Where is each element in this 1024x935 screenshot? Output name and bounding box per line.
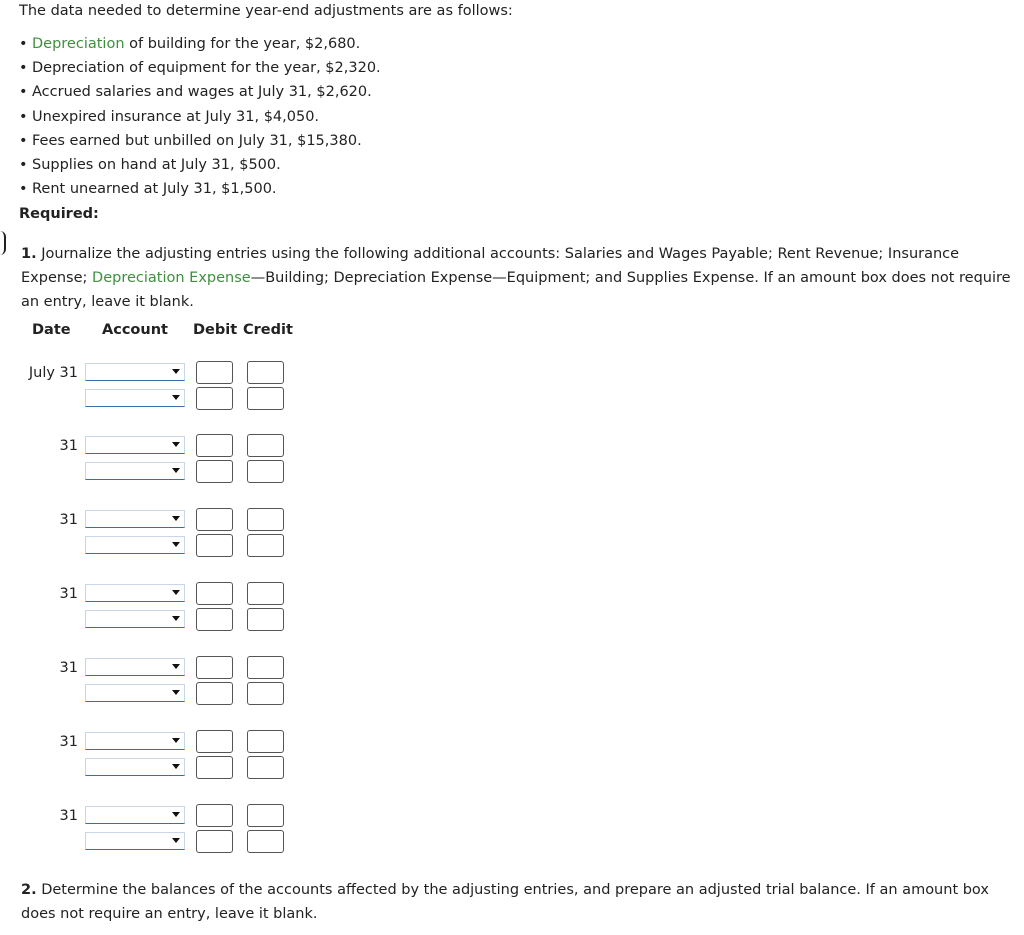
credit-input[interactable] [247,730,284,753]
chevron-down-icon [172,690,180,695]
account-select[interactable] [85,832,185,850]
chevron-down-icon [172,516,180,521]
list-item-text: of building for the year, $2,680. [124,36,361,52]
date-header: Date [32,322,71,338]
debit-input[interactable] [196,730,233,753]
part-1-text-b: —Building; Depreciation Expense—Equipment; and Supplies Expense. If an amount box does not require an entry, leave it blank. [21,270,1011,310]
credit-input[interactable] [247,460,284,483]
list-item: • Accrued salaries and wages at July 31, $2,620. [19,84,372,101]
debit-input[interactable] [196,361,233,384]
account-select[interactable] [85,436,185,454]
debit-input[interactable] [196,508,233,531]
chevron-down-icon [172,442,180,447]
account-select[interactable] [85,684,185,702]
debit-input[interactable] [196,756,233,779]
chevron-down-icon [172,369,180,374]
credit-input[interactable] [247,608,284,631]
list-item-text: Supplies on hand at July 31, $500. [32,156,281,173]
account-select[interactable] [85,389,185,407]
chevron-down-icon [172,812,180,817]
entry-date: 31 [59,808,78,824]
depreciation-expense-link[interactable]: Depreciation Expense [92,270,251,286]
debit-input[interactable] [196,608,233,631]
part-2-text: Determine the balances of the accounts affected by the adjusting entries, and prepare an adjusted trial balance. If an amount box does not require an entry, leave it blank. [21,882,989,922]
chevron-down-icon [172,468,180,473]
chevron-down-icon [172,664,180,669]
debit-input[interactable] [196,460,233,483]
chevron-down-icon [172,764,180,769]
list-item-text: Unexpired insurance at July 31, $4,050. [32,108,320,125]
account-select[interactable] [85,536,185,554]
side-marker [0,231,6,255]
account-select[interactable] [85,658,185,676]
account-select[interactable] [85,758,185,776]
debit-input[interactable] [196,582,233,605]
credit-input[interactable] [247,656,284,679]
account-select[interactable] [85,510,185,528]
depreciation-link[interactable]: Depreciation [32,36,125,52]
credit-input[interactable] [247,508,284,531]
entry-date: 31 [59,438,78,454]
entry-date: 31 [59,586,78,602]
credit-input[interactable] [247,434,284,457]
entry-date: July 31 [28,365,78,381]
list-item: • Unexpired insurance at July 31, $4,050. [19,108,320,125]
debit-input[interactable] [196,804,233,827]
debit-header: Debit [193,322,238,338]
list-item: • Depreciation of equipment for the year, $2,320. [19,60,381,77]
part-1-number: 1. [21,246,37,262]
list-item: • Supplies on hand at July 31, $500. [19,156,281,173]
debit-input[interactable] [196,682,233,705]
chevron-down-icon [172,542,180,547]
debit-input[interactable] [196,387,233,410]
credit-input[interactable] [247,534,284,557]
account-select[interactable] [85,363,185,381]
debit-input[interactable] [196,830,233,853]
required-heading: Required: [19,206,99,222]
credit-input[interactable] [247,830,284,853]
debit-input[interactable] [196,534,233,557]
list-item-text: Accrued salaries and wages at July 31, $2,620. [32,84,372,101]
chevron-down-icon [172,616,180,621]
entry-date: 31 [59,512,78,528]
chevron-down-icon [172,590,180,595]
list-item-text: Fees earned but unbilled on July 31, $15,380. [32,132,362,149]
list-item: • Fees earned but unbilled on July 31, $15,380. [19,132,362,149]
adjustment-data-list [19,32,381,201]
account-select[interactable] [85,806,185,824]
account-select[interactable] [85,584,185,602]
chevron-down-icon [172,838,180,843]
part-2-number: 2. [21,882,37,898]
entry-date: 31 [59,734,78,750]
list-item: • Rent unearned at July 31, $1,500. [19,181,277,198]
debit-input[interactable] [196,656,233,679]
credit-input[interactable] [247,682,284,705]
list-item: • Depreciation of building for the year, $2,680. [19,36,361,52]
account-header: Account [102,322,168,338]
credit-input[interactable] [247,582,284,605]
chevron-down-icon [172,395,180,400]
entry-date: 31 [59,660,78,676]
account-select[interactable] [85,462,185,480]
credit-header: Credit [243,322,293,338]
credit-input[interactable] [247,756,284,779]
account-select[interactable] [85,732,185,750]
credit-input[interactable] [247,804,284,827]
part-1-text-a: Journalize the adjusting entries using the following additional accounts: Salaries and Wages Payable; Rent Revenue; Insurance Expense; [21,246,960,286]
credit-input[interactable] [247,387,284,410]
chevron-down-icon [172,738,180,743]
list-item-text: Rent unearned at July 31, $1,500. [32,181,277,198]
account-select[interactable] [85,610,185,628]
part-2-instructions [21,878,1021,926]
list-item-text: Depreciation of equipment for the year, $2,320. [32,60,381,77]
part-1-instructions [21,242,1021,314]
intro-text: The data needed to determine year-end adjustments are as follows: [19,3,513,19]
debit-input[interactable] [196,434,233,457]
credit-input[interactable] [247,361,284,384]
